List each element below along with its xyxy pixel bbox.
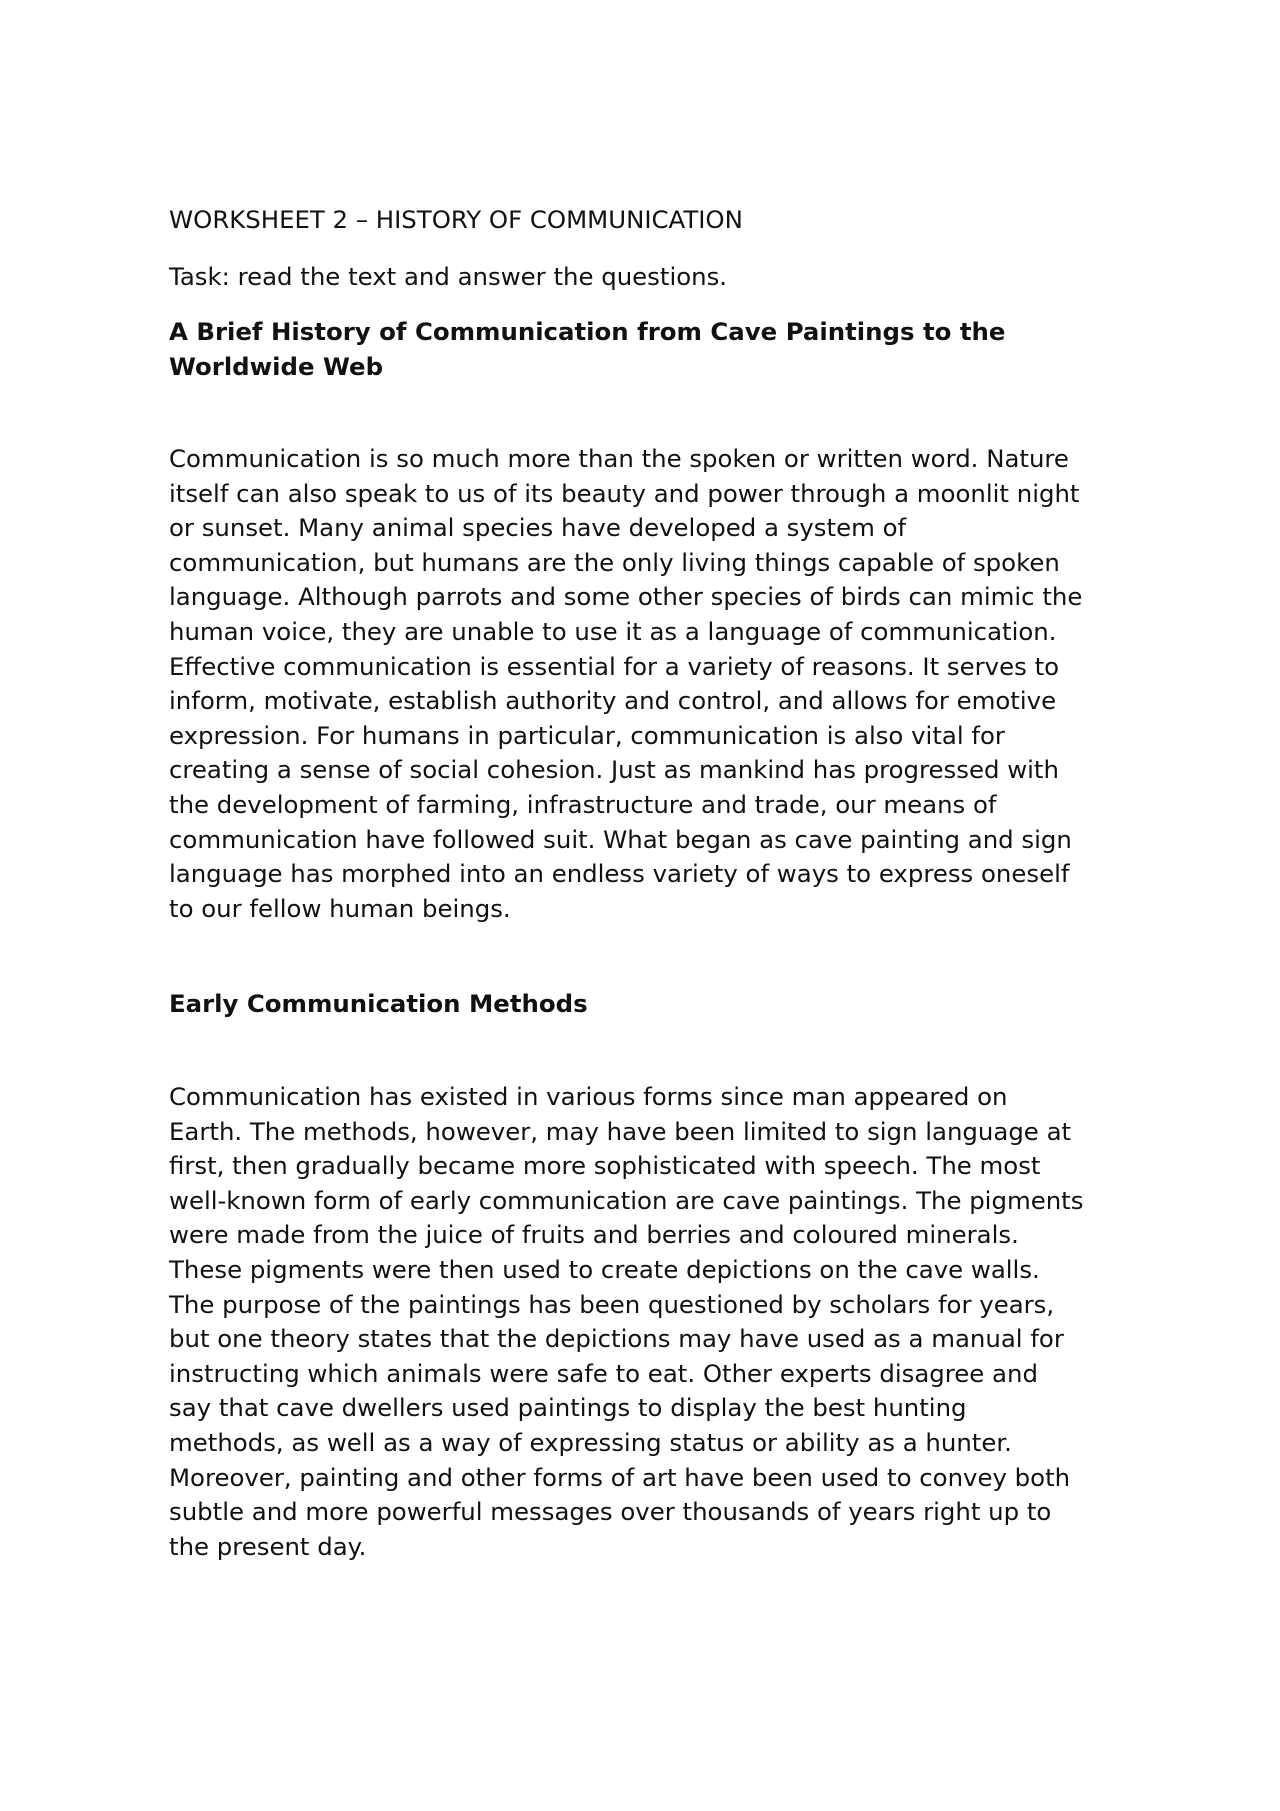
article-title-line: A Brief History of Communication from Cave Paintings to the: [169, 317, 1006, 346]
paragraph-line: communication have followed suit. What began as cave painting and sign: [169, 824, 1072, 854]
paragraph-line: These pigments were then used to create depictions on the cave walls.: [169, 1254, 1040, 1284]
paragraph-line: The purpose of the paintings has been questioned by scholars for years,: [169, 1289, 1055, 1319]
paragraph-line: language. Although parrots and some other species of birds can mimic the: [169, 582, 1083, 612]
paragraph-line: the present day.: [169, 1531, 367, 1561]
early-methods-paragraph: [169, 1080, 1083, 1564]
paragraph-line: language has morphed into an endless variety of ways to express oneself: [169, 859, 1070, 889]
intro-paragraph: [169, 442, 1082, 926]
paragraph-line: were made from the juice of fruits and berries and coloured minerals.: [169, 1220, 1019, 1250]
paragraph-line: Communication is so much more than the spoken or written word. Nature: [169, 444, 1069, 473]
paragraph-line: Effective communication is essential for a variety of reasons. It serves to: [169, 651, 1060, 681]
worksheet-title: WORKSHEET 2 – HISTORY OF COMMUNICATION: [169, 205, 743, 234]
article-title-line: Worldwide Web: [169, 352, 384, 381]
paragraph-line: Moreover, painting and other forms of art have been used to convey both: [169, 1462, 1071, 1492]
paragraph-line: to our fellow human beings.: [169, 893, 511, 923]
paragraph-line: methods, as well as a way of expressing status or ability as a hunter.: [169, 1427, 1012, 1457]
paragraph-line: expression. For humans in particular, communication is also vital for: [169, 720, 1005, 750]
task-instruction: Task: read the text and answer the questions.: [169, 262, 728, 291]
document-page: [169, 0, 1149, 1811]
paragraph-line: instructing which animals were safe to eat. Other experts disagree and: [169, 1358, 1038, 1388]
paragraph-line: inform, motivate, establish authority and control, and allows for emotive: [169, 686, 1057, 716]
paragraph-line: human voice, they are unable to use it as a language of communication.: [169, 616, 1057, 646]
paragraph-line: communication, but humans are the only living things capable of spoken: [169, 547, 1060, 577]
paragraph-line: Communication has existed in various forms since man appeared on: [169, 1082, 1008, 1111]
paragraph-line: itself can also speak to us of its beauty and power through a moonlit night: [169, 478, 1080, 508]
paragraph-line: but one theory states that the depictions may have used as a manual for: [169, 1324, 1064, 1354]
paragraph-line: well-known form of early communication are cave paintings. The pigments: [169, 1185, 1084, 1215]
article-title: [169, 314, 1129, 384]
paragraph-line: say that cave dwellers used paintings to display the best hunting: [169, 1393, 967, 1423]
paragraph-line: Earth. The methods, however, may have been limited to sign language at: [169, 1116, 1072, 1146]
paragraph-line: or sunset. Many animal species have developed a system of: [169, 513, 907, 543]
paragraph-line: first, then gradually became more sophisticated with speech. The most: [169, 1151, 1041, 1181]
section-heading: Early Communication Methods: [169, 989, 588, 1018]
paragraph-line: the development of farming, infrastructure and trade, our means of: [169, 789, 997, 819]
paragraph-line: creating a sense of social cohesion. Just as mankind has progressed with: [169, 755, 1059, 785]
paragraph-line: subtle and more powerful messages over thousands of years right up to: [169, 1497, 1052, 1527]
